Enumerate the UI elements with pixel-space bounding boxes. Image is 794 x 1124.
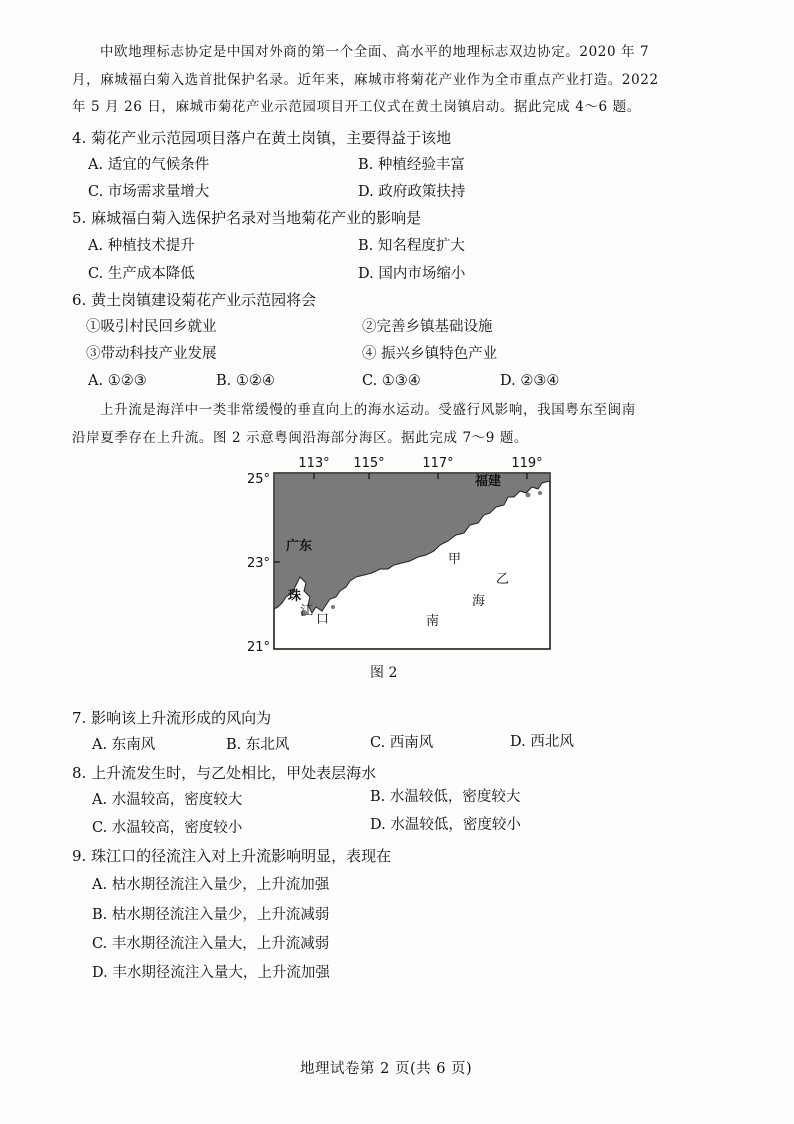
lat-label-23: 23° — [246, 556, 270, 571]
island-3 — [526, 493, 531, 498]
q9-option-a: A. 枯水期径流注入量少，上升流加强 — [92, 877, 330, 893]
label-zhu: 珠 — [288, 589, 302, 604]
intro2-line2: 沿岸夏季存在上升流。图 2 示意粤闽沿海部分海区。据此完成 7～9 题。 — [72, 430, 529, 446]
q7-option-d: D. 西北风 — [510, 734, 574, 750]
q8-option-d: D. 水温较低，密度较小 — [370, 817, 521, 833]
q7-option-c: C. 西南风 — [370, 735, 434, 751]
q7-option-a: A. 东南风 — [92, 737, 156, 753]
q6-option-a: A. ①②③ — [88, 373, 147, 389]
q4-option-d: D. 政府政策扶持 — [358, 184, 466, 200]
q5-option-a: A. 种植技术提升 — [88, 238, 195, 254]
lon-label-115: 115° — [353, 456, 385, 471]
lon-label-113: 113° — [298, 456, 330, 471]
q5-option-b: B. 知名程度扩大 — [358, 238, 465, 254]
figure-caption: 图 2 — [370, 665, 398, 681]
q6-statement-3: ③带动科技产业发展 — [86, 346, 217, 362]
label-yi: 乙 — [496, 572, 510, 587]
q6-statement-1: ①吸引村民回乡就业 — [86, 319, 217, 335]
q9-option-c: C. 丰水期径流注入量大，上升流减弱 — [92, 936, 330, 952]
q4-stem: 4. 菊花产业示范园项目落户在黄土岗镇，主要得益于该地 — [72, 129, 452, 147]
label-fujian: 福建 — [475, 474, 502, 489]
label-jia: 甲 — [448, 552, 462, 567]
label-guangdong: 广东 — [286, 539, 313, 554]
lon-label-119: 119° — [511, 456, 543, 471]
q6-stem: 6. 黄土岗镇建设菊花产业示范园将会 — [72, 291, 317, 309]
intro1-line3: 年 5 月 26 日，麻城市菊花产业示范园项目开工仪式在黄土岗镇启动。据此完成 4～6 题。 — [72, 99, 641, 115]
coastal-map-figure — [238, 455, 568, 655]
lat-label-25: 25° — [246, 472, 270, 487]
q8-option-c: C. 水温较高，密度较小 — [92, 820, 243, 836]
q7-stem: 7. 影响该上升流形成的风向为 — [72, 709, 272, 727]
q9-option-d: D. 丰水期径流注入量大，上升流加强 — [92, 965, 330, 981]
q8-stem: 8. 上升流发生时，与乙处相比，甲处表层海水 — [72, 764, 377, 782]
q9-option-b: B. 枯水期径流注入量少，上升流减弱 — [92, 907, 330, 923]
intro2-line1: 上升流是海洋中一类非常缓慢的垂直向上的海水运动。受盛行风影响，我国粤东至闽南 — [100, 402, 636, 418]
label-nan: 南 — [426, 614, 440, 629]
q4-option-a: A. 适宜的气候条件 — [88, 157, 210, 173]
intro1-line1: 中欧地理标志协定是中国对外商的第一个全面、高水平的地理标志双边协定。2020 年 7 — [100, 44, 650, 60]
q4-option-c: C. 市场需求量增大 — [88, 184, 210, 200]
island-2 — [331, 605, 335, 609]
q6-statement-4: ④ 振兴乡镇特色产业 — [362, 346, 498, 362]
q7-option-b: B. 东北风 — [226, 737, 290, 753]
q9-stem: 9. 珠江口的径流注入对上升流影响明显，表现在 — [72, 847, 392, 865]
lon-label-117: 117° — [422, 456, 454, 471]
q6-option-c: C. ①③④ — [362, 373, 421, 389]
coastal-map — [238, 455, 568, 655]
page-footer: 地理试卷第 2 页(共 6 页) — [300, 1061, 473, 1077]
label-jiang: 江 — [300, 604, 314, 619]
label-hai: 海 — [472, 594, 486, 609]
label-kou: 口 — [316, 612, 330, 627]
q6-option-d: D. ②③④ — [500, 373, 560, 389]
q8-option-b: B. 水温较低，密度较大 — [370, 789, 521, 805]
intro1-line2: 月，麻城福白菊入选首批保护名录。近年来，麻城市将菊花产业作为全市重点产业打造。2022 — [72, 72, 659, 88]
q5-stem: 5. 麻城福白菊入选保护名录对当地菊花产业的影响是 — [72, 209, 422, 227]
q8-option-a: A. 水温较高，密度较大 — [92, 792, 243, 808]
q6-option-b: B. ①②④ — [216, 373, 275, 389]
q5-option-c: C. 生产成本降低 — [88, 266, 195, 282]
lat-label-21: 21° — [246, 640, 270, 655]
q4-option-b: B. 种植经验丰富 — [358, 157, 465, 173]
q6-statement-2: ②完善乡镇基础设施 — [362, 319, 493, 335]
island-4 — [538, 491, 542, 495]
q5-option-d: D. 国内市场缩小 — [358, 266, 466, 282]
